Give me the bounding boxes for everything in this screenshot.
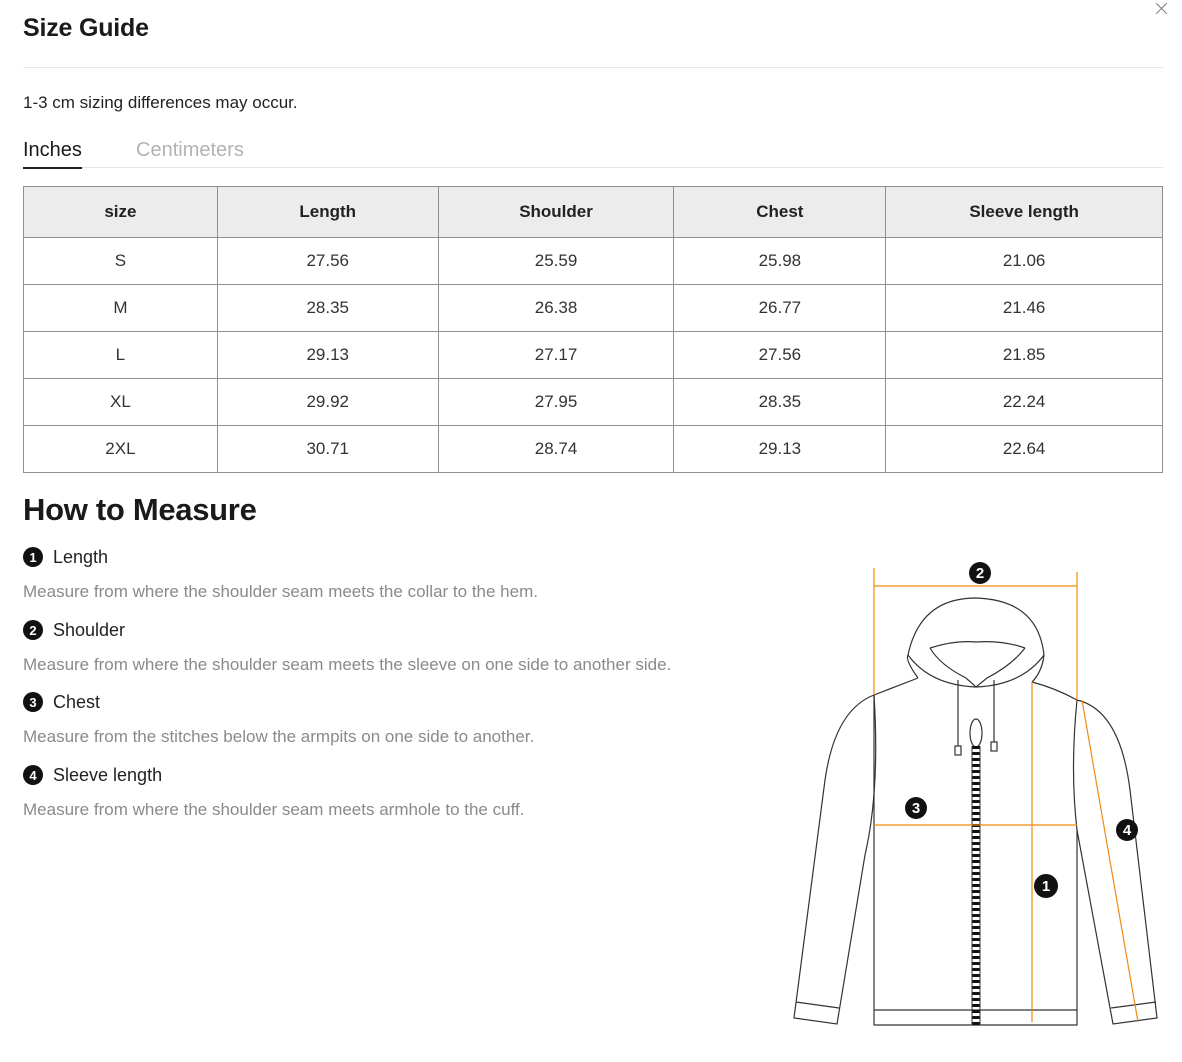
- measure-item-sleeve-length: [23, 764, 524, 820]
- tab-inches[interactable]: Inches: [23, 131, 82, 168]
- table-cell: 22.24: [886, 379, 1163, 426]
- table-row: [24, 426, 1163, 473]
- measure-description: Measure from where the shoulder seam meets armhole to the cuff.: [23, 800, 525, 819]
- table-row: [24, 379, 1163, 426]
- table-cell: XL: [24, 379, 218, 426]
- table-cell: 25.98: [674, 238, 886, 285]
- measure-item-shoulder: [23, 619, 671, 675]
- number-badge: 2: [23, 620, 43, 640]
- header-size: size: [24, 187, 218, 238]
- table-row: [24, 332, 1163, 379]
- svg-text:2: 2: [975, 565, 985, 582]
- table-row: [24, 285, 1163, 332]
- table-header-row: [24, 187, 1163, 238]
- sizing-note: 1-3 cm sizing differences may occur.: [23, 93, 298, 112]
- modal-title: Size Guide: [23, 14, 149, 42]
- measure-label: Shoulder: [53, 619, 126, 640]
- svg-text:4: 4: [1122, 822, 1132, 839]
- table-cell: M: [24, 285, 218, 332]
- measure-description: Measure from where the shoulder seam meets the collar to the hem.: [23, 582, 538, 601]
- header-shoulder: Shoulder: [438, 187, 674, 238]
- header-sleeve-length: Sleeve length: [886, 187, 1163, 238]
- size-table: [23, 186, 1163, 473]
- measure-description: Measure from the stitches below the armpits on one side to another.: [23, 727, 535, 746]
- header-chest: Chest: [674, 187, 886, 238]
- table-row: [24, 238, 1163, 285]
- table-cell: 2XL: [24, 426, 218, 473]
- measure-item-chest: [23, 691, 534, 747]
- measure-item-length: [23, 546, 538, 602]
- table-cell: 29.92: [217, 379, 438, 426]
- number-badge: 3: [23, 692, 43, 712]
- svg-text:1: 1: [1041, 878, 1051, 895]
- header-length: Length: [217, 187, 438, 238]
- table-cell: 21.06: [886, 238, 1163, 285]
- hoodie-measurement-diagram: [780, 560, 1170, 1030]
- table-cell: 28.35: [674, 379, 886, 426]
- table-cell: L: [24, 332, 218, 379]
- table-cell: 27.95: [438, 379, 674, 426]
- table-cell: 28.35: [217, 285, 438, 332]
- measure-label: Sleeve length: [53, 764, 163, 785]
- measure-description: Measure from where the shoulder seam meets the sleeve on one side to another side.: [23, 655, 672, 674]
- close-icon[interactable]: [1152, 0, 1172, 18]
- table-cell: 26.77: [674, 285, 886, 332]
- number-badge: 1: [23, 547, 43, 567]
- table-cell: 21.85: [886, 332, 1163, 379]
- table-cell: 27.56: [674, 332, 886, 379]
- number-badge: 4: [23, 765, 43, 785]
- table-cell: 28.74: [438, 426, 674, 473]
- table-cell: 29.13: [674, 426, 886, 473]
- unit-tabs: [23, 131, 1163, 168]
- svg-text:3: 3: [911, 800, 921, 817]
- table-cell: 26.38: [438, 285, 674, 332]
- measure-label: Length: [53, 546, 109, 567]
- title-divider: [23, 67, 1163, 68]
- measure-label: Chest: [53, 691, 101, 712]
- table-cell: 29.13: [217, 332, 438, 379]
- table-cell: 22.64: [886, 426, 1163, 473]
- table-cell: S: [24, 238, 218, 285]
- tab-centimeters[interactable]: Centimeters: [136, 131, 244, 168]
- how-to-measure-title: How to Measure: [23, 492, 257, 527]
- table-cell: 21.46: [886, 285, 1163, 332]
- table-cell: 30.71: [217, 426, 438, 473]
- table-cell: 27.56: [217, 238, 438, 285]
- table-cell: 25.59: [438, 238, 674, 285]
- table-cell: 27.17: [438, 332, 674, 379]
